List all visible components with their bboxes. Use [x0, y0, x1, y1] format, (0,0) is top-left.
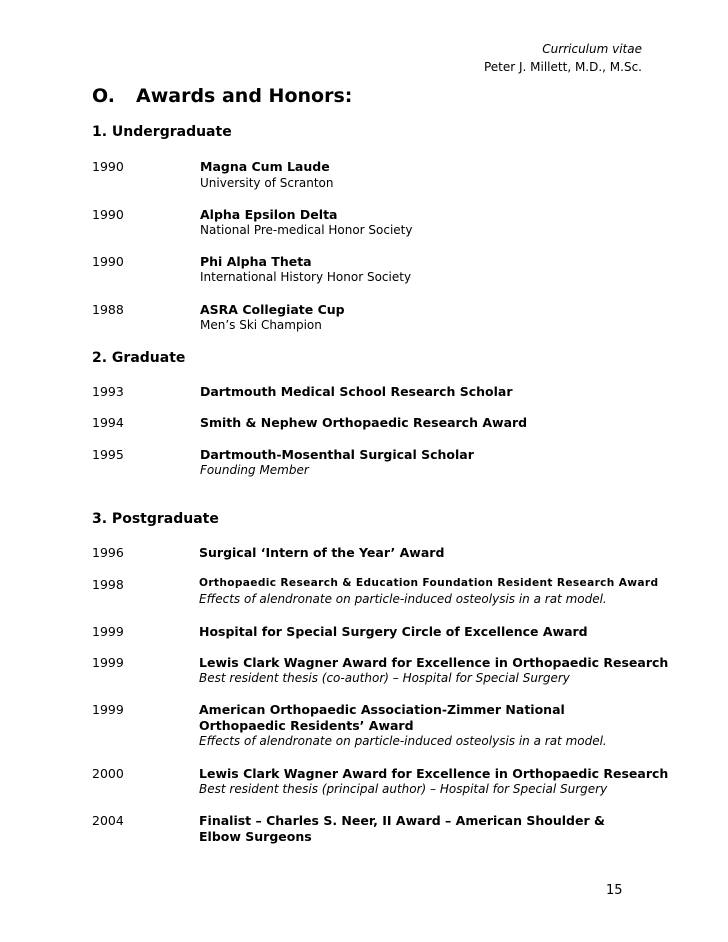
section-title-text: Awards and Honors:	[136, 85, 353, 107]
award-detail: Effects of alendronate on particle-induced osteolysis in a rat model.	[199, 592, 607, 606]
award-year: 1990	[92, 254, 124, 269]
award-title: Phi Alpha Theta	[200, 254, 312, 269]
award-title: Orthopaedic Research & Education Foundation Resident Research Award	[199, 577, 659, 589]
award-detail: Best resident thesis (co-author) – Hospital for Special Surgery	[199, 671, 570, 685]
award-title: Dartmouth Medical School Research Scholar	[200, 384, 513, 399]
award-year: 1998	[92, 577, 124, 592]
award-title: American Orthopaedic Association-Zimmer National Orthopaedic Residents’ Award	[199, 702, 565, 733]
award-title: ASRA Collegiate Cup	[200, 302, 345, 317]
page-number: 15	[606, 883, 623, 898]
award-title: Dartmouth-Mosenthal Surgical Scholar	[200, 447, 474, 462]
award-detail: International History Honor Society	[200, 270, 412, 284]
award-title: Alpha Epsilon Delta	[200, 207, 338, 222]
award-title: Surgical ‘Intern of the Year’ Award	[199, 545, 445, 560]
postgraduate-heading: 3. Postgraduate	[92, 511, 219, 527]
award-year: 2004	[92, 813, 124, 828]
graduate-heading: 2. Graduate	[92, 350, 186, 366]
award-year: 1999	[92, 655, 124, 670]
award-detail: University of Scranton	[200, 176, 334, 190]
undergraduate-heading: 1. Undergraduate	[92, 124, 232, 140]
award-year: 1988	[92, 302, 124, 317]
award-year: 1990	[92, 207, 124, 222]
award-detail: Founding Member	[200, 463, 309, 477]
award-year: 1999	[92, 624, 124, 639]
award-year: 1996	[92, 545, 124, 560]
award-title: Magna Cum Laude	[200, 159, 330, 174]
award-title: Smith & Nephew Orthopaedic Research Award	[200, 415, 528, 430]
award-detail: Men’s Ski Champion	[200, 318, 322, 332]
award-detail: Effects of alendronate on particle-induced osteolysis in a rat model.	[199, 734, 607, 748]
award-year: 1990	[92, 159, 124, 174]
award-title: Hospital for Special Surgery Circle of Excellence Award	[199, 624, 588, 639]
award-title: Lewis Clark Wagner Award for Excellence in Orthopaedic Research	[199, 655, 669, 670]
award-detail: Best resident thesis (principal author) – Hospital for Special Surgery	[199, 782, 608, 796]
award-detail: National Pre-medical Honor Society	[200, 223, 413, 237]
award-year: 2000	[92, 766, 124, 781]
header-author-name: Peter J. Millett, M.D., M.Sc.	[483, 60, 642, 74]
header-doc-type: Curriculum vitae	[542, 42, 642, 56]
award-title: Finalist – Charles S. Neer, II Award – American Shoulder & Elbow Surgeons	[199, 813, 605, 844]
award-year: 1999	[92, 702, 124, 717]
award-year: 1995	[92, 447, 124, 462]
award-year: 1994	[92, 415, 124, 430]
section-title	[92, 85, 352, 107]
award-year: 1993	[92, 384, 124, 399]
section-letter: O.	[92, 85, 115, 107]
award-title: Lewis Clark Wagner Award for Excellence in Orthopaedic Research	[199, 766, 669, 781]
